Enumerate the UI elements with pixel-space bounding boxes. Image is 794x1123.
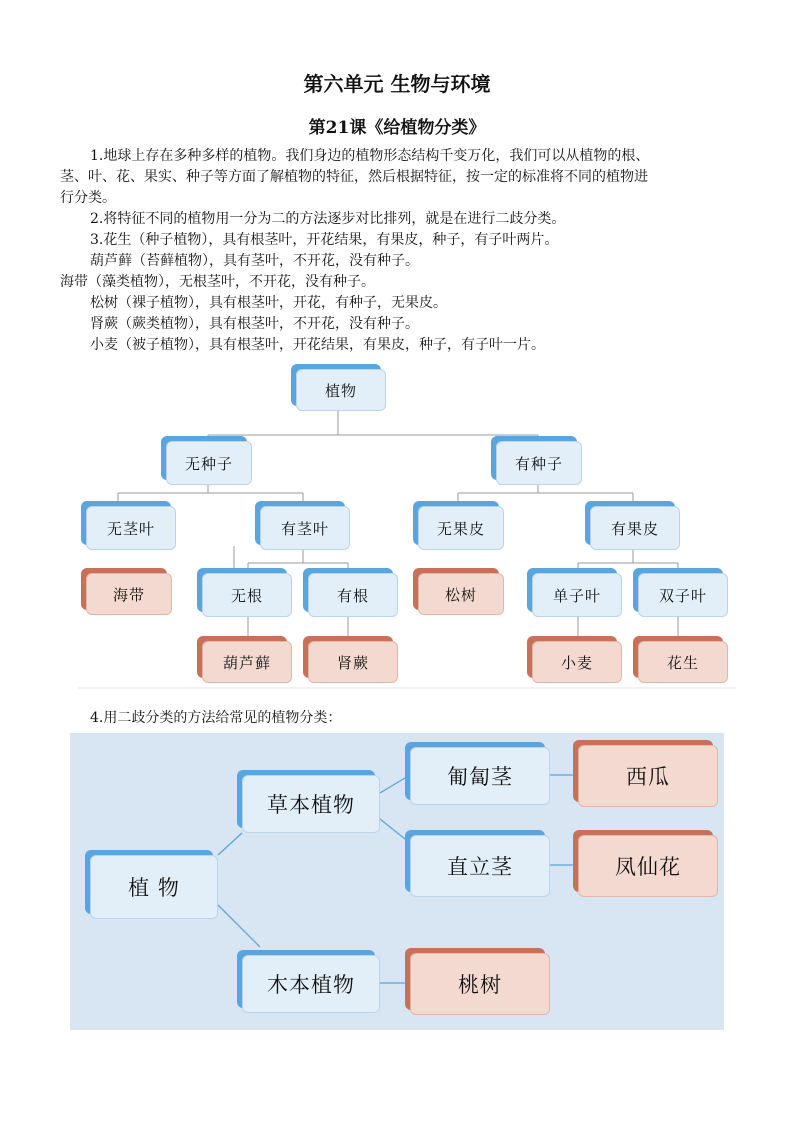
paragraph-5: 海带（藻类植物），无根茎叶，不开花，没有种子。 (60, 274, 375, 290)
lesson-title: 第21课《给植物分类》 (308, 118, 486, 138)
node-wheat: 小麦 (532, 641, 622, 683)
paragraph-4: 葫芦藓（苔藓植物），具有茎叶，不开花，没有种子。 (90, 253, 419, 269)
node-herbaceous: 草本植物 (242, 775, 380, 833)
node-peach-tree: 桃树 (410, 953, 550, 1015)
node-pine: 松树 (418, 573, 504, 615)
node-woody: 木本植物 (242, 955, 380, 1013)
node-has-root: 有根 (308, 573, 398, 617)
node-has-peel: 有果皮 (590, 506, 680, 550)
node-plants-root: 植 物 (90, 855, 218, 919)
node-balsam: 凤仙花 (578, 835, 718, 897)
paragraph-2: 2.将特征不同的植物用一分为二的方法逐步对比排列，就是在进行二歧分类。 (90, 211, 566, 227)
paragraph-9: 4.用二歧分类的方法给常见的植物分类： (90, 710, 342, 726)
node-no-peel: 无果皮 (418, 506, 504, 550)
node-moss: 葫芦藓 (202, 641, 292, 683)
node-watermelon: 西瓜 (578, 745, 718, 807)
page-title: 第六单元 生物与环境 (303, 72, 491, 96)
node-no-stem-leaf: 无茎叶 (86, 506, 176, 550)
node-has-stem-leaf: 有茎叶 (260, 506, 350, 550)
node-peanut: 花生 (638, 641, 728, 683)
node-erect-stem: 直立茎 (410, 835, 550, 897)
paragraph-8: 小麦（被子植物），具有根茎叶，开花结果，有果皮，种子，有子叶一片。 (90, 337, 545, 353)
dichotomous-tree-diagram (78, 363, 736, 693)
notes-section (60, 146, 740, 356)
node-fern: 肾蕨 (308, 641, 398, 683)
paragraph-1-line-1: 1.地球上存在多种多样的植物。我们身边的植物形态结构千变万化，我们可以从植物的根、 (90, 148, 650, 164)
node-dicot: 双子叶 (638, 573, 728, 617)
plant-classification-diagram (70, 733, 724, 1030)
node-has-seed: 有种子 (496, 441, 582, 485)
node-plants: 植物 (296, 369, 386, 411)
paragraph-9-container (60, 708, 740, 729)
node-kelp: 海带 (86, 573, 172, 615)
paragraph-3: 3.花生（种子植物），具有根茎叶，开花结果，有果皮，种子，有子叶两片。 (90, 232, 559, 248)
paragraph-1-line-2: 茎、叶、花、果实、种子等方面了解植物的特征，然后根据特征，按一定的标准将不同的植物进 (60, 169, 648, 185)
node-no-root: 无根 (202, 573, 292, 617)
node-no-seed: 无种子 (166, 441, 252, 485)
node-monocot: 单子叶 (532, 573, 622, 617)
paragraph-7: 肾蕨（蕨类植物），具有根茎叶，不开花，没有种子。 (90, 316, 419, 332)
node-creeping-stem: 匍匐茎 (410, 747, 550, 805)
paragraph-1-line-3: 行分类。 (60, 190, 116, 206)
paragraph-6: 松树（裸子植物），具有根茎叶，开花，有种子，无果皮。 (90, 295, 447, 311)
